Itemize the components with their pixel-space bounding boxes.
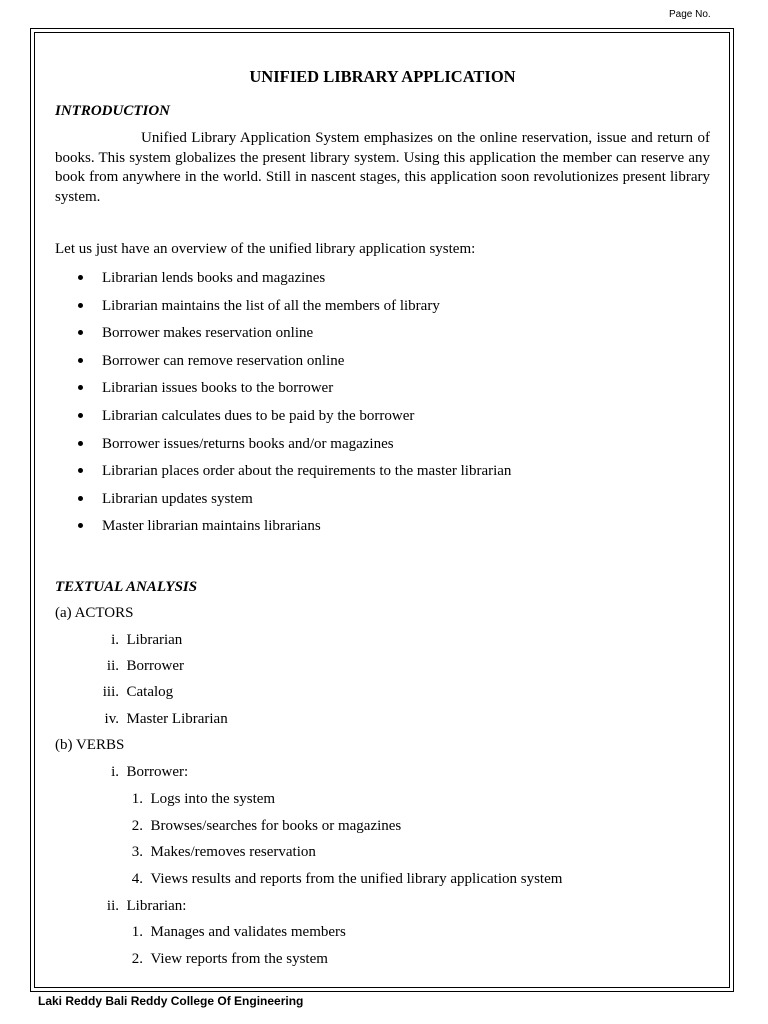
verbs-label: (b) VERBS [55, 737, 125, 753]
actor-item: i. Librarian [111, 632, 183, 648]
introduction-heading: INTRODUCTION [55, 103, 171, 119]
overview-line: Let us just have an overview of the unified library application system: [55, 241, 476, 257]
bullet-item: Borrower issues/returns books and/or magazines [55, 434, 511, 462]
verb-item: 2. Browses/searches for books or magazines [131, 818, 402, 834]
bullet-item: Master librarian maintains librarians [55, 516, 511, 544]
actors-label: (a) ACTORS [55, 605, 134, 621]
verb-item: 1. Logs into the system [131, 791, 276, 807]
actor-item: iii. Catalog [102, 684, 174, 700]
textual-analysis-heading: TEXTUAL ANALYSIS [55, 579, 198, 595]
bullet-item: Librarian maintains the list of all the members of library [55, 296, 511, 324]
bullet-item: Librarian places order about the requirements to the master librarian [55, 461, 511, 489]
bullet-item: Librarian issues books to the borrower [55, 378, 511, 406]
verb-item: 4. Views results and reports from the unified library application system [131, 871, 563, 887]
actor-item: iv. Master Librarian [104, 711, 228, 727]
bullet-item: Librarian calculates dues to be paid by the borrower [55, 406, 511, 434]
page-number-label: Page No. [669, 9, 711, 20]
bullet-item: Borrower can remove reservation online [55, 351, 511, 379]
overview-bullet-list [55, 268, 511, 544]
verb-group-title: i. Borrower: [111, 764, 189, 780]
bullet-item: Borrower makes reservation online [55, 323, 511, 351]
verb-group-title: ii. Librarian: [106, 898, 187, 914]
verb-item: 1. Manages and validates members [131, 924, 346, 940]
actor-item: ii. Borrower [106, 658, 184, 674]
document-title: UNIFIED LIBRARY APPLICATION [249, 67, 516, 86]
verb-item: 2. View reports from the system [131, 951, 328, 967]
bullet-item: Librarian updates system [55, 489, 511, 517]
verb-item: 3. Makes/removes reservation [131, 844, 316, 860]
bullet-item: Librarian lends books and magazines [55, 268, 511, 296]
introduction-text: Unified Library Application System emphasizes on the online reservation, issue and return of books. This system globalizes the present library system. Using this application the member can reserve any book from anywhere in the world. Still in nascent stages, this application soon revolutionizes present library system. [55, 130, 710, 205]
introduction-paragraph [55, 129, 710, 207]
footer-college-name: Laki Reddy Bali Reddy College Of Engineering [38, 994, 304, 1008]
